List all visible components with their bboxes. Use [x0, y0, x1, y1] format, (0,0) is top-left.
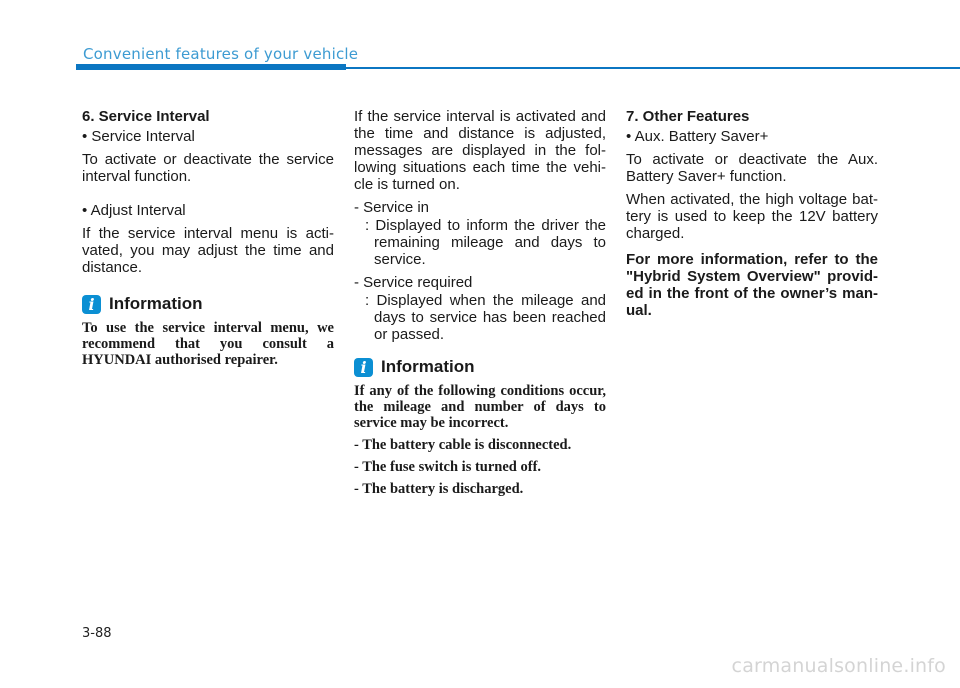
service-interval-heading: 6. Service Interval: [82, 108, 210, 125]
header-accent-bar: [76, 64, 346, 70]
service-required-description: : Displayed when the mileage and days to service has been reached or passed.: [365, 292, 606, 343]
information-text: To use the service interval menu, we recommend that you consult a HYUNDAI authorised repairer.: [82, 320, 334, 368]
service-messages-paragraph: If the service interval is activated and the time and distance is adjusted, messages are displayed in the fol-lowing situations each time the vehi-cle is turned on.: [354, 108, 606, 193]
bullet-adjust-interval: • Adjust Interval: [82, 202, 186, 219]
header-rule: [346, 67, 960, 69]
service-in-description: : Displayed to inform the driver the remaining mileage and days to service.: [365, 217, 606, 268]
information-text: If any of the following conditions occur, the mileage and number of days to service may be incorrect.: [354, 383, 606, 431]
information-list-item: - The fuse switch is turned off.: [354, 459, 542, 475]
column-left: [82, 108, 334, 374]
service-interval-paragraph: To activate or deactivate the service interval function.: [82, 151, 334, 185]
service-required-label: - Service required: [354, 274, 473, 291]
watermark: carmanualsonline.info: [731, 655, 946, 677]
information-list-item: - The battery is discharged.: [354, 481, 524, 497]
info-icon: i: [82, 295, 101, 314]
page-number: 3-88: [82, 626, 112, 641]
bullet-aux-battery-saver: • Aux. Battery Saver+: [626, 128, 769, 145]
more-information-paragraph: For more information, refer to the "Hybrid System Overview" provid-ed in the front of the owner’s man-ual.: [626, 251, 878, 319]
column-middle: [354, 108, 606, 503]
column-right: [626, 108, 878, 325]
information-list-item: - The battery cable is disconnected.: [354, 437, 572, 453]
information-header: [354, 357, 606, 377]
information-title: Information: [109, 294, 203, 313]
adjust-interval-paragraph: If the service interval menu is acti-vated, you may adjust the time and distance.: [82, 225, 334, 276]
bullet-service-interval: • Service Interval: [82, 128, 195, 145]
information-title: Information: [381, 357, 475, 376]
section-title: Convenient features of your vehicle: [83, 45, 359, 63]
service-in-label: - Service in: [354, 199, 430, 216]
information-header: [82, 294, 334, 314]
aux-battery-paragraph: To activate or deactivate the Aux. Battery Saver+ function.: [626, 151, 878, 185]
high-voltage-paragraph: When activated, the high voltage bat-tery is used to keep the 12V battery charged.: [626, 191, 878, 242]
info-icon: i: [354, 358, 373, 377]
other-features-heading: 7. Other Features: [626, 108, 750, 125]
